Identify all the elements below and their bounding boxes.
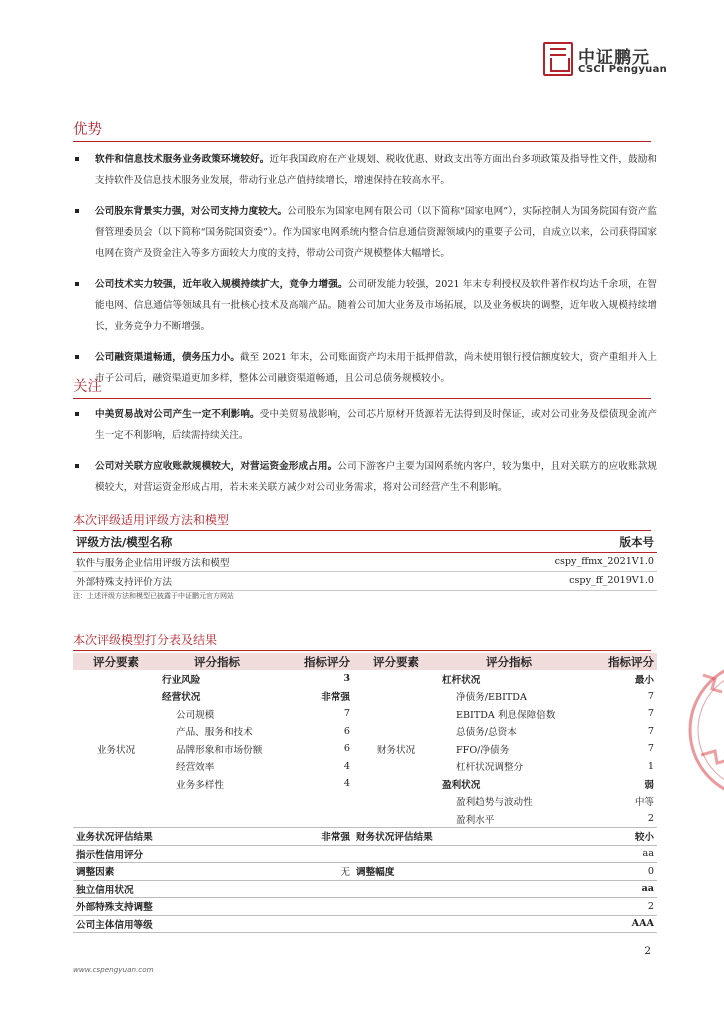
bullet-icon [75, 157, 79, 161]
bullet-icon [75, 282, 79, 286]
right-score: 2 [579, 810, 657, 828]
left-group-label: 业务状况 [73, 670, 159, 828]
table-row [73, 915, 657, 933]
table-row [73, 845, 657, 863]
concerns-rule [73, 398, 651, 399]
right-score: 7 [647, 690, 654, 702]
right-score: 中等 [634, 797, 654, 809]
right-indicator: 净债务/EBITDA [456, 692, 527, 704]
method-note: 注：上述评级方法和模型已披露于中证鹏元官方网站 [73, 592, 234, 600]
summary-label: 公司主体信用等级 [73, 915, 579, 933]
left-score: 7 [343, 708, 350, 720]
biz-result-label: 业务状况评估结果 [73, 828, 275, 846]
footer-url: www.cspengyuan.com [73, 965, 154, 974]
left-indicator: 公司规模 [176, 709, 215, 721]
method-version: cspy_ff_2019V1.0 [425, 571, 657, 590]
right-score: 7 [647, 725, 654, 737]
fin-result-value: 较小 [579, 828, 657, 846]
list-item [73, 149, 657, 191]
score-header: 评分指标 [439, 653, 579, 670]
list-item [73, 404, 657, 446]
bullet-icon [75, 209, 79, 213]
method-header-name: 评级方法/模型名称 [73, 533, 425, 552]
item-lead: 公司股东背景实力强，对公司支持力度较大。 [95, 206, 288, 217]
score-header: 指标评分 [579, 653, 657, 670]
right-indicator: 盈利水平 [439, 810, 579, 828]
summary-label: 指示性信用评分 [73, 845, 579, 863]
score-table [73, 653, 657, 933]
left-indicator [159, 793, 275, 811]
score-table-title: 本次评级模型打分表及结果 [73, 633, 218, 647]
brand-mark-icon [543, 42, 573, 76]
table-row [73, 863, 657, 881]
left-indicator: 经营效率 [176, 762, 215, 774]
summary-mid-label: 调整幅度 [353, 863, 579, 881]
left-indicator [159, 810, 275, 828]
page-number: 2 [644, 945, 651, 957]
brand-logo [543, 42, 683, 82]
method-name: 软件与服务企业信用评级方法和模型 [73, 552, 425, 571]
biz-result-value: 非常强 [275, 828, 353, 846]
summary-mid-value: 无 [275, 863, 353, 881]
table-row [73, 880, 657, 898]
summary-label: 调整因素 [73, 863, 275, 881]
score-header: 评分要素 [73, 653, 159, 670]
left-score: 4 [343, 778, 350, 790]
right-indicator: 盈利趋势与波动性 [456, 797, 533, 809]
item-lead: 公司对关联方应收账款规模较大，对营运资金形成占用。 [95, 461, 338, 472]
table-row [73, 571, 657, 590]
item-text: 公司下游客户主要为国网系统内客户，较为集中，且对关联方的应收账款规模较大，对营运资金形成占用，若未来关联方减少对公司业务需求，将对公司经营产生不利影响。 [95, 461, 658, 493]
score-header: 指标评分 [275, 653, 353, 670]
concerns-list [73, 404, 657, 508]
item-text: 公司研发能力较强，2021 年末专利授权及软件著作权均达千余项，在智能电网、信息通信等领域具有一批核心技术及高端产品。随着公司加大业务及市场拓展，以及业务板块的调整，近年收入规模持续增长，业务竞争力不断增强。 [95, 279, 657, 332]
brand-name-cn: 中证鹏元 [578, 48, 650, 68]
strengths-list [73, 149, 657, 399]
bullet-icon [75, 355, 79, 359]
list-item [73, 274, 657, 337]
concerns-title: 关注 [73, 379, 102, 395]
table-row [73, 552, 657, 571]
right-indicator: FFO/净债务 [456, 744, 510, 756]
seal-stamp-icon [683, 655, 724, 805]
method-header-version: 版本号 [425, 533, 657, 552]
item-lead: 公司融资渠道畅通，债务压力小。 [95, 352, 240, 363]
table-row [73, 670, 657, 688]
left-indicator: 业务多样性 [176, 779, 224, 791]
right-indicator: 杠杆状况调整分 [456, 762, 524, 774]
left-score: 非常强 [321, 692, 350, 704]
item-lead: 中美贸易战对公司产生一定不利影响。 [95, 409, 260, 420]
list-item [73, 201, 657, 264]
score-header: 评分要素 [353, 653, 439, 670]
right-indicator: 杠杆状况 [442, 674, 481, 686]
table-row [73, 828, 657, 846]
right-indicator: EBITDA 利息保障倍数 [456, 709, 556, 721]
left-indicator: 品牌形象和市场份额 [176, 744, 263, 756]
strengths-rule [73, 141, 651, 142]
right-score: 最小 [634, 674, 654, 686]
score-table-rule [73, 650, 651, 651]
summary-value: 0 [579, 863, 657, 881]
strengths-title: 优势 [73, 122, 102, 138]
left-score: 3 [343, 673, 350, 685]
right-group-label: 财务状况 [353, 670, 439, 828]
bullet-icon [75, 464, 79, 468]
left-score [275, 793, 353, 811]
score-header: 评分指标 [159, 653, 275, 670]
right-score: 7 [647, 708, 654, 720]
item-lead: 软件和信息技术服务业务政策环境较好。 [95, 154, 270, 165]
right-score: 7 [647, 743, 654, 755]
left-score [275, 810, 353, 828]
method-table-title: 本次评级适用评级方法和模型 [73, 513, 230, 527]
item-text: 受中美贸易战影响，公司芯片原材开货源若无法得到及时保证，或对公司业务及偿债现金流产生一定不利影响，后续需持续关注。 [95, 409, 658, 441]
right-score: 弱 [644, 779, 654, 791]
item-text: 近年我国政府在产业规划、税收优惠、财政支出等方面出台多项政策及指导性文件，鼓励和支持软件及信息技术服务业发展，带动行业总产值持续增长，增速保持在较高水平。 [95, 154, 658, 186]
item-lead: 公司技术实力较强，近年收入规模持续扩大，竞争力增强。 [95, 279, 348, 290]
summary-value: 2 [579, 898, 657, 916]
method-version: cspy_ffmx_2021V1.0 [425, 552, 657, 571]
left-indicator: 行业风险 [162, 674, 201, 686]
fin-result-label: 财务状况评估结果 [353, 828, 579, 846]
summary-label: 外部特殊支持调整 [73, 898, 579, 916]
bullet-icon [75, 412, 79, 416]
summary-label: 独立信用状况 [73, 880, 579, 898]
summary-value: aa [579, 880, 657, 898]
left-score: 6 [343, 725, 350, 737]
left-indicator: 经营状况 [162, 692, 201, 704]
method-name: 外部特殊支持评价方法 [73, 571, 425, 590]
summary-value: AAA [579, 915, 657, 933]
method-table-rule [73, 530, 651, 531]
summary-value: aa [579, 845, 657, 863]
method-table [73, 533, 657, 591]
list-item [73, 347, 657, 389]
right-indicator: 总债务/总资本 [456, 727, 517, 739]
item-text: 公司股东为国家电网有限公司（以下简称“国家电网”），实际控制人为国务院国有资产监督管理委员会（以下简称“国务院国资委”）。作为国家电网系统内整合信息通信资源领域内的重要子公司，自成立以来，公司获得国家电网在资产及资金注入等多方面较大力度的支持，带动公司资产规模整体大幅增长。 [95, 206, 657, 259]
item-text: 截至 2021 年末，公司账面资产均未用于抵押借款，尚未使用银行授信额度较大，资产重组并入上市子公司后，融资渠道更加多样，整体公司融资渠道畅通，且公司总债务规模较小。 [95, 352, 658, 384]
table-row [73, 898, 657, 916]
brand-name-en: CSCI Pengyuan [578, 64, 668, 75]
left-indicator: 产品、服务和技术 [176, 727, 253, 739]
left-score: 6 [343, 743, 350, 755]
left-score: 4 [343, 760, 350, 772]
right-indicator: 盈利状况 [442, 779, 481, 791]
list-item [73, 456, 657, 498]
right-score: 1 [647, 760, 654, 772]
